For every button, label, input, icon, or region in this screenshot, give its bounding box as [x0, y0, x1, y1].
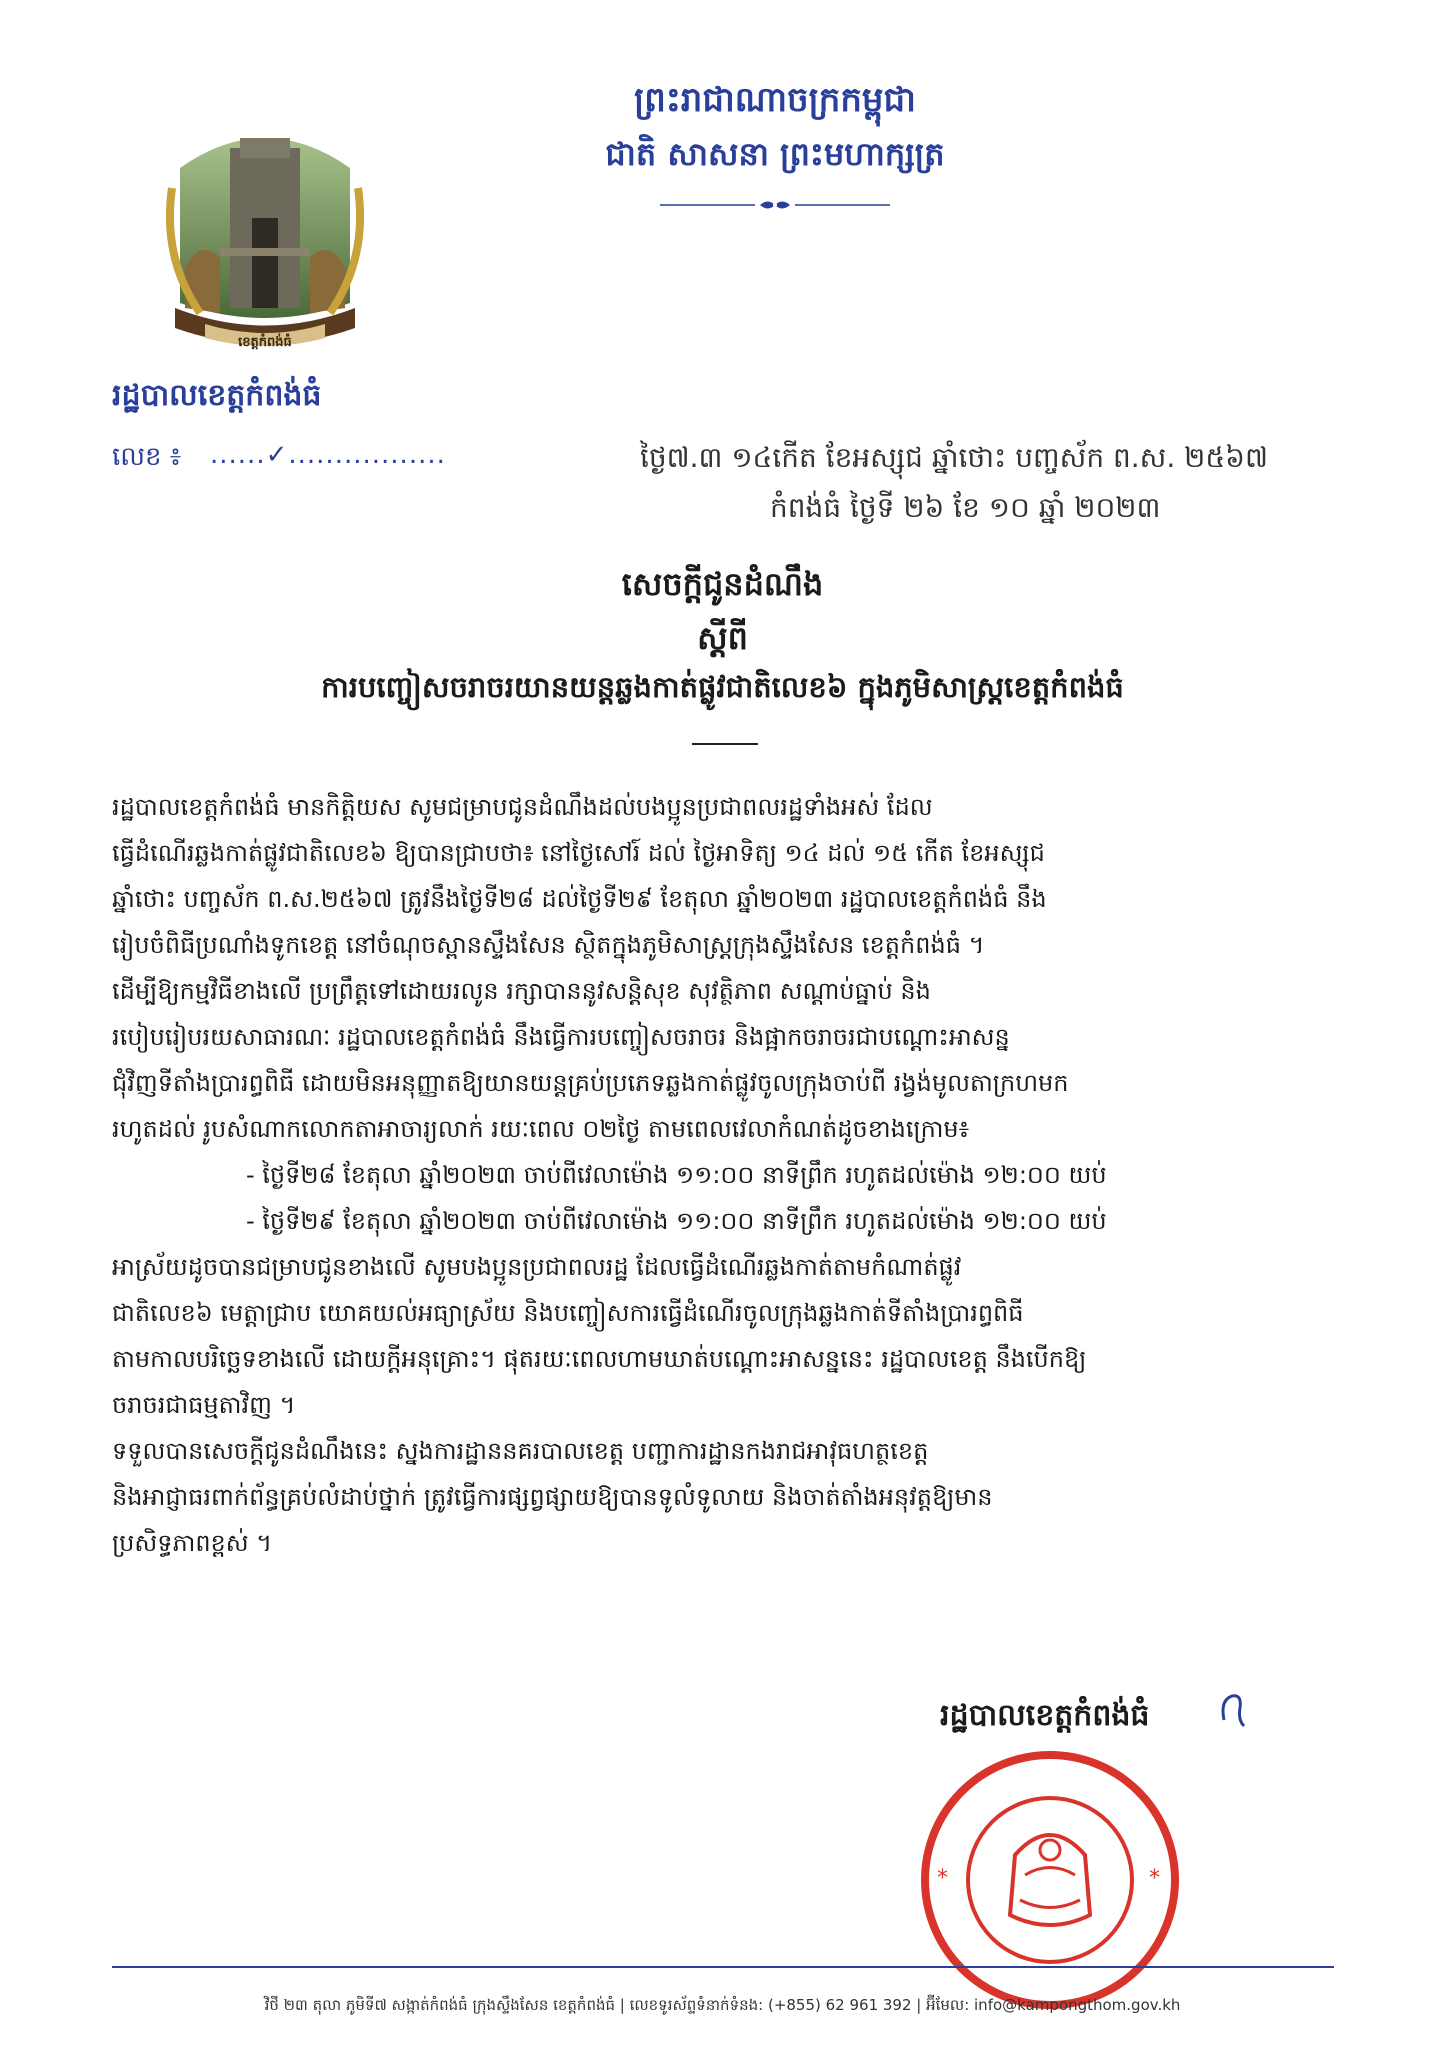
body-line: ដើម្បីឱ្យកម្មវិធីខាងលើ ប្រព្រឹត្តទៅដោយរលូន រក្សាបាននូវសន្តិសុខ សុវត្ថិភាព សណ្តាប់ធ្នាប់ និង: [112, 977, 931, 1005]
signature-mark-icon: [1218, 1690, 1248, 1730]
footer-divider: [112, 1966, 1334, 1968]
issuer-name: រដ្ឋបាលខេត្តកំពង់ធំ: [112, 378, 322, 413]
notice-subject: ការបញ្ចៀសចរាចរយានយន្តឆ្លងកាត់ផ្លូវជាតិលេខ៦ ក្នុងភូមិសាស្ត្រខេត្តកំពង់ធំ: [321, 670, 1124, 704]
body-line: រហូតដល់ រូបសំណាកលោកតាអាចារ្យលាក់ រយៈពេល ០២ថ្ងៃ តាមពេលវេលាកំណត់ដូចខាងក្រោម៖: [112, 1115, 970, 1143]
body-line: ធ្វើដំណើរឆ្លងកាត់ផ្លូវជាតិលេខ៦ ឱ្យបានជ្រាបថា៖ នៅថ្ងៃសៅរ៍ ដល់ ថ្ងៃអាទិត្យ ១៤ ដល់ ១៥ កើត ខែអស្សុជ: [112, 839, 1045, 867]
body-line: រដ្ឋបាលខេត្តកំពង់ធំ មានកិត្តិយស សូមជម្រាបជូនដំណឹងដល់បងប្អូនប្រជាពលរដ្ឋទាំងអស់ ដែល: [112, 793, 933, 821]
signature-title: រដ្ឋបាលខេត្តកំពង់ធំ: [940, 1698, 1150, 1733]
emblem-caption: ខេត្តកំពង់ធំ: [238, 335, 292, 350]
body-line: អាស្រ័យដូចបានជម្រាបជូនខាងលើ សូមបងប្អូនប្រជាពលរដ្ឋ ដែលធ្វើដំណើរឆ្លងកាត់តាមកំណាត់ផ្លូវ: [112, 1253, 962, 1281]
schedule-item: - ថ្ងៃទី២៩ ខែតុលា ឆ្នាំ២០២៣ ចាប់ពីវេលាម៉ោង ១១:០០ នាទីព្រឹក រហូតដល់ម៉ោង ១២:០០ យប់: [246, 1207, 1107, 1235]
province-emblem-icon: [160, 128, 370, 358]
body-line: ប្រសិទ្ធភាពខ្ពស់ ។: [112, 1529, 273, 1557]
body-line: តាមកាលបរិច្ឆេទខាងលើ ដោយក្តីអនុគ្រោះ។ ផុតរយៈពេលហាមឃាត់បណ្តោះអាសន្ននេះ រដ្ឋបាលខេត្ត នឹងបើកឱ្យ: [112, 1345, 1087, 1373]
title-divider-icon: [692, 742, 758, 746]
svg-text:*: *: [937, 1866, 948, 1891]
body-line: រៀបចំពិធីប្រណាំងទូកខេត្ត នៅចំណុចស្ពានស្ទឹងសែន ស្ថិតក្នុងភូមិសាស្ត្រក្រុងស្ទឹងសែន ខេត្តកំពង់ធំ ។: [112, 931, 985, 959]
body-line: ទទួលបានសេចក្តីជូនដំណឹងនេះ ស្នងការដ្ឋាននគរបាលខេត្ត បញ្ជាការដ្ឋានកងរាជអាវុធហត្ថខេត្ត: [112, 1437, 929, 1465]
reference-label: លេខ ៖: [112, 442, 182, 472]
footer-contact: វិថី ២៣ តុលា ភូមិទី៧ សង្កាត់កំពង់ធំ ក្រុងស្ទឹងសែន ខេត្តកំពង់ធំ | លេខទូរស័ព្ទទំនាក់ទំនង: (+855) 62 961 392 | អ៊ីមែល: info@kampongthom.gov.kh: [264, 1996, 1181, 2014]
body-line: របៀបរៀបរយសាធារណៈ រដ្ឋបាលខេត្តកំពង់ធំ នឹងធ្វើការបញ្ចៀសចរាចរ និងផ្អាកចរាចរជាបណ្តោះអាសន្ន: [112, 1023, 1010, 1051]
notice-title: សេចក្តីជូនដំណឹង: [621, 565, 824, 603]
body-line: ជាតិលេខ៦ មេត្តាជ្រាប យោគយល់អធ្យាស្រ័យ និងបញ្ចៀសការធ្វើដំណើរចូលក្រុងឆ្លងកាត់ទីតាំងប្រារព្ធពិធី: [112, 1299, 1024, 1327]
notice-subject-label: ស្តីពី: [697, 619, 748, 657]
body-line: ជុំវិញទីតាំងប្រារព្ធពិធី ដោយមិនអនុញ្ញាតឱ្យយានយន្តគ្រប់ប្រភេទឆ្លងកាត់ផ្លូវចូលក្រុងចាប់ពី រង្វង់មូលតាក្រហមក: [112, 1069, 1069, 1097]
lunar-date: ថ្ងៃ៧.៣ ១៤កើត ខែអស្សុជ ឆ្នាំថោះ បញ្ចស័ក ព.ស. ២៥៦៧: [640, 441, 1268, 474]
ornament-divider-icon: [650, 198, 900, 212]
official-seal-icon: [915, 1745, 1185, 2015]
reference-number: ......✓.................: [210, 440, 446, 470]
body-line: ចរាចរជាធម្មតាវិញ ។: [112, 1391, 296, 1419]
solar-date: កំពង់ធំ ថ្ងៃទី ២៦ ខែ ១០ ឆ្នាំ ២០២៣: [770, 491, 1161, 524]
body-line: ឆ្នាំថោះ បញ្ចស័ក ព.ស.២៥៦៧ ត្រូវនឹងថ្ងៃទី២៨ ដល់ថ្ងៃទី២៩ ខែតុលា ឆ្នាំ២០២៣ រដ្ឋបាលខេត្តកំពង់ធំ នឹង: [112, 885, 1047, 913]
body-line: និងអាជ្ញាធរពាក់ព័ន្ធគ្រប់លំដាប់ថ្នាក់ ត្រូវធ្វើការផ្សព្វផ្សាយឱ្យបានទូលំទូលាយ និងចាត់តាំងអនុវត្តឱ្យមាន: [112, 1483, 993, 1511]
kingdom-header: ព្រះរាជាណាចក្រកម្ពុជា: [634, 80, 916, 120]
schedule-item: - ថ្ងៃទី២៨ ខែតុលា ឆ្នាំ២០២៣ ចាប់ពីវេលាម៉ោង ១១:០០ នាទីព្រឹក រហូតដល់ម៉ោង ១២:០០ យប់: [246, 1161, 1107, 1189]
motto-header: ជាតិ សាសនា ព្រះមហាក្សត្រ: [605, 135, 945, 173]
svg-text:*: *: [1149, 1866, 1160, 1891]
